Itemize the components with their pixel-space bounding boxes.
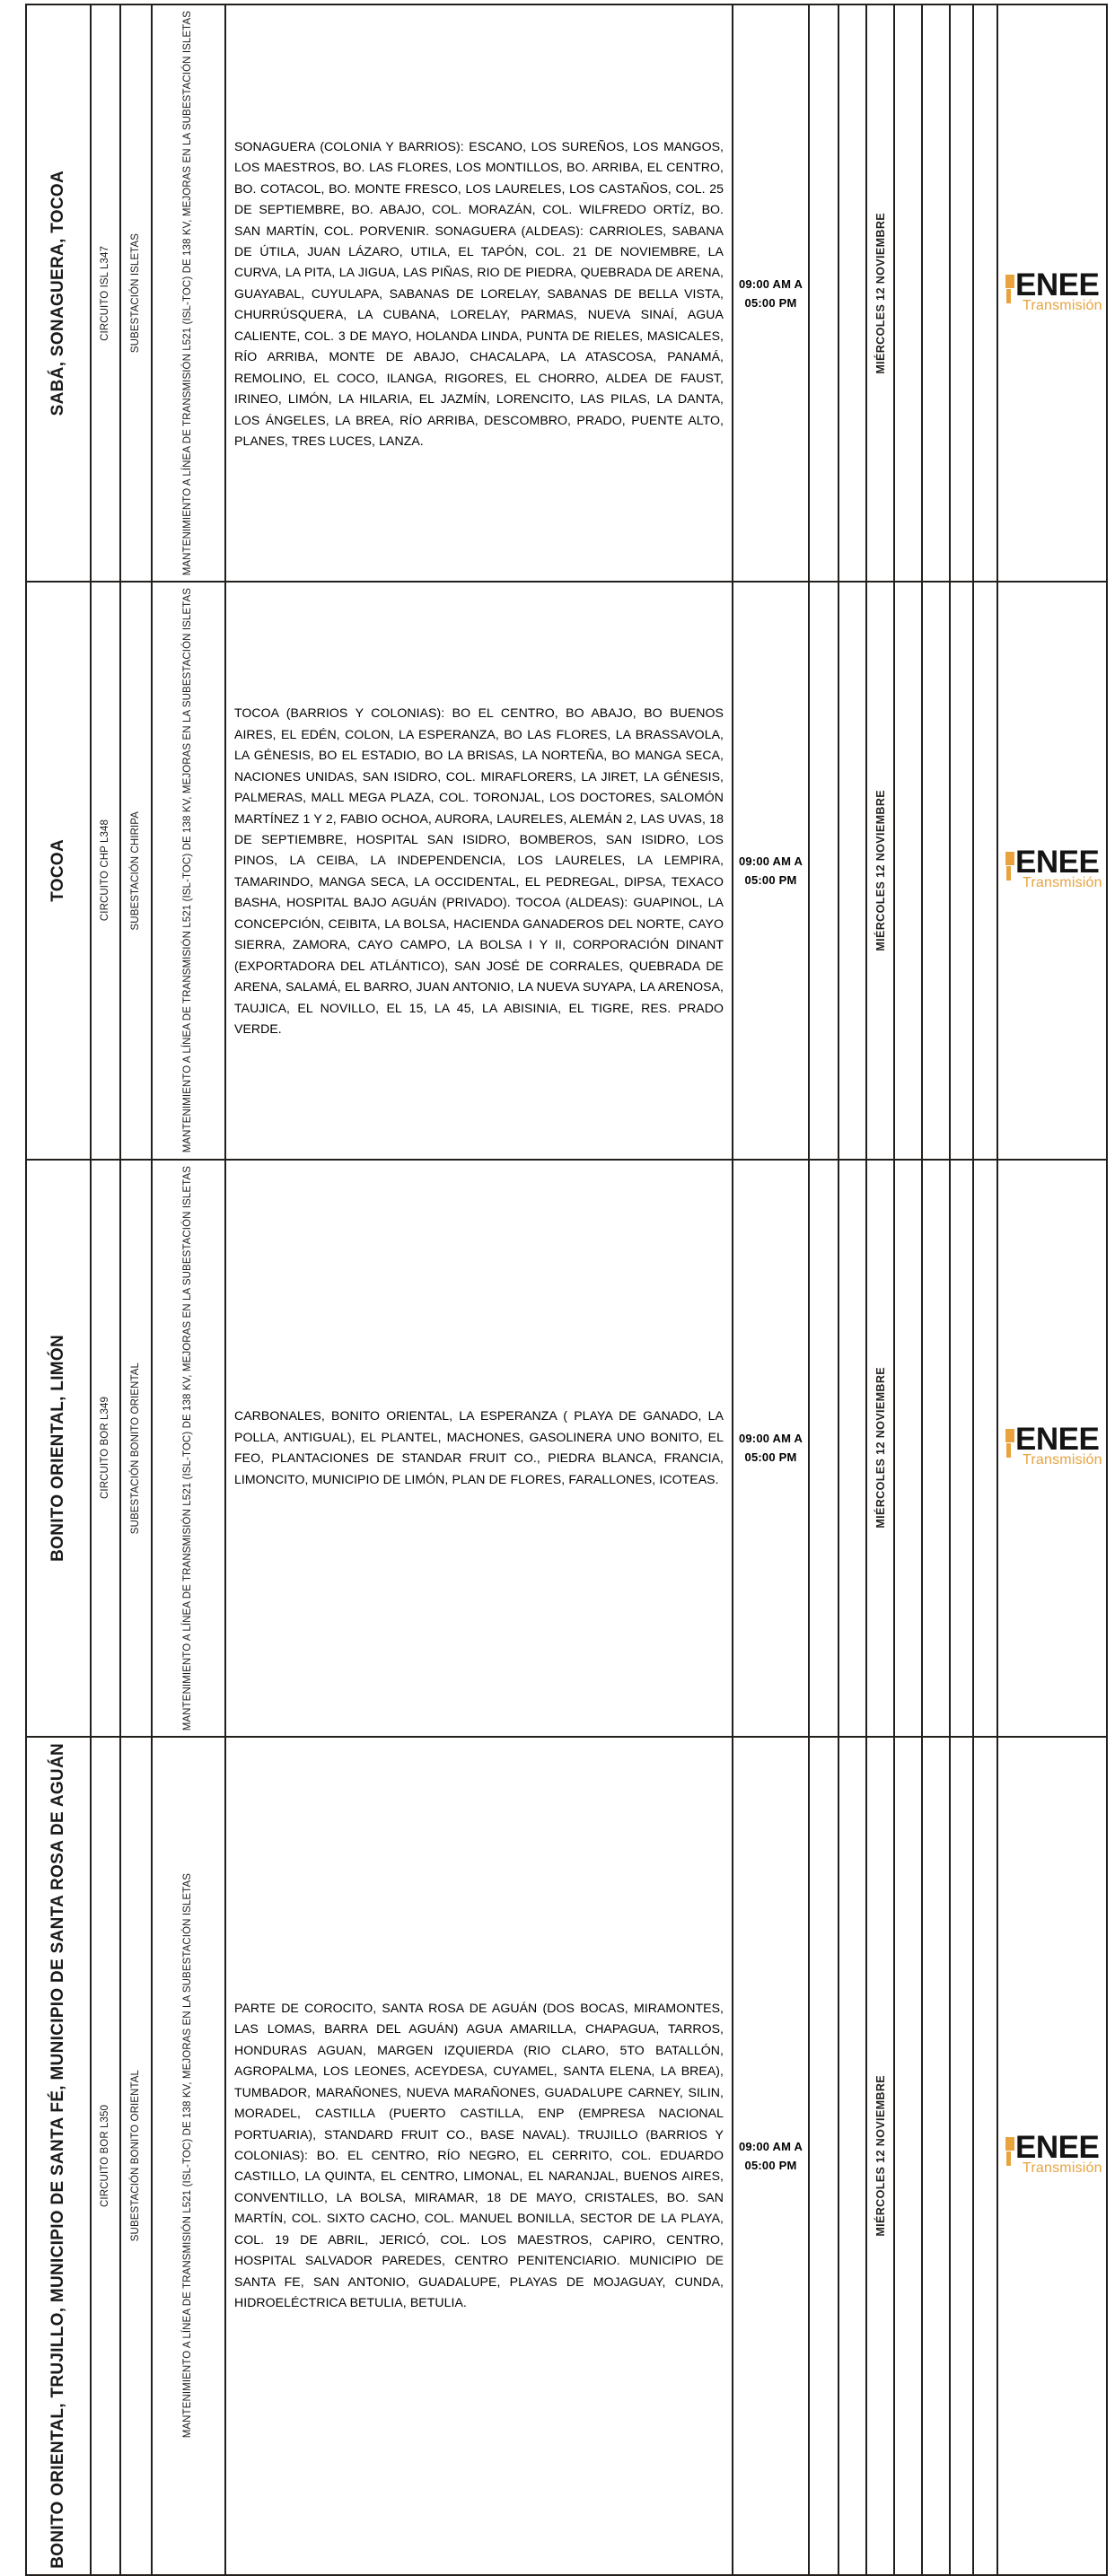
spacer-cell-1: [809, 4, 838, 582]
spacer-cell-6: [973, 1160, 997, 1737]
logo-cell: [997, 582, 1107, 1159]
spacer-cell-1: [809, 1160, 838, 1737]
affected-areas-text: PARTE DE COROCITO, SANTA ROSA DE AGUÁN (DOS BOCAS, MIRAMONTES, LAS LOMAS, BARRA DEL AGUÁN) AGUA AMARILLA, CHAPAGUA, TARROS, HONDURAS AGUAN, MARGEN IZQUIERDA (RIO CLARO, 5TO BATALLÓN, AGROPALMA, LOS LEONES, ACEYDESA, CUYAMEL, SANTA ELENA, LA BREA), TUMBADOR, MARAÑONES, NUEVA MARAÑONES, GUADALUPE CARNEY, SILIN, MORADEL, CASTILLA (PUERTO CASTILLA, ENP (EMPRESA NACIONAL PORTUARIA), STANDARD FRUIT CO., BASE NAVAL). TRUJILLO (BARRIOS Y COLONIAS): BO. EL CENTRO, RÍO NEGRO, EL CERRITO, COL. EDUARDO CASTILLO, LA QUINTA, EL CENTRO, LIMONAL, EL NARANJAL, BUENOS AIRES, CONVENTILLO, LA BOLSA, MIRAMAR, 18 DE MAYO, CRISTALES, BO. SAN MARTÍN, COL. SIXTO CACHO, COL. MANUEL BONILLA, SECTOR DE LA PLAYA, COL. 19 DE ABRIL, JERICÓ, COL. LOS MAESTROS, CAPIRO, CENTRO, HOSPITAL SALVADOR PAREDES, CENTRO PENITENCIARIO. MUNICIPIO DE SANTA FE, SAN ANTONIO, GUADALUPE, PLAYAS DE MOJAGUAY, CUNDA, HIDROELÉCTRICA BETULIA, BETULIA.: [234, 2000, 724, 2310]
date-label: MIÉRCOLES 12 NOVIEMBRE: [874, 790, 887, 951]
affected-areas-text: CARBONALES, BONITO ORIENTAL, LA ESPERANZA ( PLAYA DE GANADO, LA POLLA, ANTIGUAL), EL PLANTEL, MACHONES, GASOLINERA UNO BONITO, EL FEO, PLANTACIONES DE STANDAR FRUIT CO., PIEDRA BLANCA, FRANCIA, LIMONCITO, MUNICIPIO DE LIMÓN, PLAN DE FLORES, FARALLONES, ICOTEAS.: [234, 1408, 724, 1486]
affected-areas-text: SONAGUERA (COLONIA Y BARRIOS): ESCANO, LOS SUREÑOS, LOS MANGOS, LOS MAESTROS, BO. LAS FLORES, LOS MONTILLOS, BO. ARRIBA, EL CENTRO, BO. COTACOL, BO. MONTE FRESCO, LOS LAURELES, LOS CASTAÑOS, COL. 25 DE SEPTIEMBRE, BO. ABAJO, COL. MORAZÁN, COL. WILFREDO ORTÍZ, BO. SAN MARTÍN, COL. PORVENIR. SONAGUERA (ALDEAS): CARRIOLES, SABANA DE ÚTILA, JUAN LÁZARO, UTILA, EL TAPÓN, COL. 21 DE NOVIEMBRE, LA CURVA, LA PITA, LA JIGUA, LAS PIÑAS, RIO DE PIEDRA, QUEBRADA DE ARENA, GUAYABAL, CUYULAPA, SABANAS DE LORELAY, SABANAS DE BELLA VISTA, CHURRÚSQUERA, LA CUBANA, LORELAY, PARMAS, NUEVA SINAÍ, AGUA CALIENTE, COL. 3 DE MAYO, HOLANDA LINDA, PUNTA DE RIELES, MASICALES, RÍO ARRIBA, MONTE DE ABAJO, CHACALAPA, LA ATASCOSA, PANAMÁ, REMOLINO, EL COCO, ILANGA, RIGORES, EL CHORRO, ALDEA DE FAUST, IRINEO, LIMÓN, LA HILARIA, EL JAZMÍN, LORENCITO, LAS PILAS, LA DANTA, LOS ÁNGELES, LA BREA, RÍO ARRIBA, DESCOMBRO, PRADO, PUENTE ALTO, PLANES, TRES LUCES, LANZA.: [234, 138, 724, 449]
date-label: MIÉRCOLES 12 NOVIEMBRE: [874, 212, 887, 374]
spacer-cell-3: [894, 4, 922, 582]
time-range-cell: [733, 4, 809, 582]
spacer-cell-5: [950, 4, 973, 582]
spacer-cell-2: [838, 4, 866, 582]
affected-areas-cell: [225, 4, 733, 582]
time-range-cell: [733, 582, 809, 1159]
substation-label: SUBESTACIÓN BONITO ORIENTAL: [130, 1362, 142, 1534]
affected-areas-cell: [225, 1737, 733, 2575]
circuit-label: CIRCUITO ISL L347: [100, 245, 111, 341]
work-label: MANTENIMIENTO A LÍNEA DE TRANSMISIÓN L521 (ISL-TOC) DE 138 KV, MEJORAS EN LA SUBESTACIÓN ISLETAS: [182, 1165, 194, 1730]
spacer-cell-2: [838, 582, 866, 1159]
circuit-cell: [91, 1160, 120, 1737]
time-to: 05:00 PM: [744, 1450, 797, 1465]
substation-label: SUBESTACIÓN BONITO ORIENTAL: [130, 2070, 142, 2242]
spacer-cell-6: [973, 582, 997, 1159]
date-label: MIÉRCOLES 12 NOVIEMBRE: [874, 2074, 887, 2237]
spacer-cell-3: [894, 1160, 922, 1737]
affected-areas-cell: [225, 582, 733, 1159]
work-description-cell: [152, 4, 225, 582]
work-description-cell: [152, 1737, 225, 2575]
time-from: 09:00 AM A: [738, 1432, 803, 1446]
table-row: [26, 582, 1107, 1159]
enee-logo: [1005, 846, 1106, 895]
spacer-cell-1: [809, 1737, 838, 2575]
circuit-cell: [91, 1737, 120, 2575]
enee-wordmark: ENEE: [1015, 267, 1100, 302]
enee-tagline: Transmisión: [1023, 1452, 1102, 1468]
time-from: 09:00 AM A: [738, 276, 803, 291]
enee-tagline: Transmisión: [1023, 297, 1102, 313]
enee-mark-icon: [1005, 852, 1015, 881]
spacer-cell-5: [950, 1737, 973, 2575]
circuit-cell: [91, 4, 120, 582]
enee-mark-icon: [1005, 275, 1015, 303]
date-cell: [866, 582, 894, 1159]
logo-cell: [997, 1160, 1107, 1737]
date-cell: [866, 1737, 894, 2575]
circuit-cell: [91, 582, 120, 1159]
circuit-label: CIRCUITO BOR L349: [100, 1397, 111, 1500]
area-label: SABÁ, SONAGUERA, TOCOA: [48, 170, 68, 416]
logo-cell: [997, 1737, 1107, 2575]
substation-cell: [120, 4, 152, 582]
spacer-cell-5: [950, 1160, 973, 1737]
spacer-cell-5: [950, 582, 973, 1159]
table-row: [26, 4, 1107, 582]
spacer-cell-3: [894, 582, 922, 1159]
work-description-cell: [152, 582, 225, 1159]
work-description-cell: [152, 1160, 225, 1737]
substation-cell: [120, 1737, 152, 2575]
time-to: 05:00 PM: [744, 295, 797, 310]
time-from: 09:00 AM A: [738, 2139, 803, 2153]
time-from: 09:00 AM A: [738, 854, 803, 868]
spacer-cell-6: [973, 1737, 997, 2575]
spacer-cell-6: [973, 4, 997, 582]
area-label: TOCOA: [48, 839, 68, 902]
enee-tagline: Transmisión: [1023, 874, 1102, 890]
enee-logo: [1005, 2129, 1106, 2180]
enee-mark-icon: [1005, 2137, 1015, 2166]
circuit-label: CIRCUITO CHP L348: [100, 819, 111, 922]
substation-label: SUBESTACIÓN CHIRIPA: [130, 810, 142, 931]
date-label: MIÉRCOLES 12 NOVIEMBRE: [874, 1367, 887, 1529]
spacer-cell-4: [922, 1737, 950, 2575]
area-cell: [26, 1737, 91, 2575]
area-label: BONITO ORIENTAL, TRUJILLO, MUNICIPIO DE SANTA FÉ, MUNICIPIO DE SANTA ROSA DE AGUÁN: [48, 1742, 68, 2569]
enee-mark-icon: [1005, 1429, 1015, 1458]
spacer-cell-1: [809, 582, 838, 1159]
enee-wordmark: ENEE: [1015, 2129, 1100, 2165]
work-label: MANTENIMIENTO A LÍNEA DE TRANSMISIÓN L521 (ISL-TOC) DE 138 KV, MEJORAS EN LA SUBESTACIÓN ISLETAS: [182, 588, 194, 1153]
affected-areas-cell: [225, 1160, 733, 1737]
spacer-cell-2: [838, 1160, 866, 1737]
enee-wordmark: ENEE: [1015, 844, 1100, 880]
work-label: MANTENIMIENTO A LÍNEA DE TRANSMISIÓN L521 (ISL-TOC) DE 138 KV, MEJORAS EN LA SUBESTACIÓN ISLETAS: [182, 1873, 194, 2439]
spacer-cell-3: [894, 1737, 922, 2575]
spacer-cell-4: [922, 4, 950, 582]
time-to: 05:00 PM: [744, 2158, 797, 2172]
time-range-cell: [733, 1737, 809, 2575]
interruption-schedule-table: [25, 4, 1108, 2576]
substation-cell: [120, 582, 152, 1159]
enee-logo: [1005, 269, 1106, 318]
area-cell: [26, 1160, 91, 1737]
spacer-cell-4: [922, 1160, 950, 1737]
area-cell: [26, 4, 91, 582]
table-row: [26, 1160, 1107, 1737]
date-cell: [866, 1160, 894, 1737]
enee-tagline: Transmisión: [1023, 2160, 1102, 2176]
time-range-cell: [733, 1160, 809, 1737]
spacer-cell-2: [838, 1737, 866, 2575]
spacer-cell-4: [922, 582, 950, 1159]
enee-wordmark: ENEE: [1015, 1422, 1100, 1458]
work-label: MANTENIMIENTO A LÍNEA DE TRANSMISIÓN L521 (ISL-TOC) DE 138 KV, MEJORAS EN LA SUBESTACIÓN ISLETAS: [182, 11, 194, 576]
substation-label: SUBESTACIÓN ISLETAS: [130, 233, 142, 354]
affected-areas-text: TOCOA (BARRIOS Y COLONIAS): BO EL CENTRO, BO ABAJO, BO BUENOS AIRES, EL EDÉN, COLON, LA ESPERANZA, BO LAS FLORES, LA BRASSAVOLA, LA GÉNESIS, BO EL ESTADIO, BO LA BRISAS, LA NORTEÑA, BO MANGA SECA, NACIONES UNIDAS, SAN ISIDRO, COL. MIRAFLORERS, LA JIRET, LA GÉNESIS, PALMERAS, MALL MEGA PLAZA, COL. TORONJAL, LOS DOCTORES, SALOMÓN MARTÍNEZ 1 Y 2, FABIO OCHOA, AURORA, LAURELES, ALEMÁN 2, LAS UVAS, 18 DE SEPTIEMBRE, HOSPITAL SAN ISIDRO, BOMBEROS, SAN ISIDRO, LOS PINOS, LA CEIBA, LA INDEPENDENCIA, LOS LAURELES, LA LEMPIRA, TAMARINDO, MANGA SECA, LA OCCIDENTAL, EL PEDREGAL, DIPSA, TEXACO BASHA, HOSPITAL BAJO AGUÁN (PRIVADO). TOCOA (ALDEAS): GUAPINOL, LA CONCEPCIÓN, CEIBITA, LA BOLSA, HACIENDA GANADEROS DEL NORTE, CAYO SIERRA, ZAMORA, CAYO CAMPO, LA BOLSA I Y II, CORPORACIÓN DINANT (EXPORTADORA DEL ATLÁNTICO), SAN JOSÉ DE CORRALES, QUEBRADA DE ARENA, SALAMÁ, EL BARRO, JUAN ANTONIO, LA NUEVA SUYAPA, LA ARENOSA, TAUJICA, EL NOVILLO, EL 15, LA 45, LA ABISINIA, EL TIGRE, RES. PRADO VERDE.: [234, 705, 724, 1037]
circuit-label: CIRCUITO BOR L350: [100, 2104, 111, 2207]
area-cell: [26, 582, 91, 1159]
substation-cell: [120, 1160, 152, 1737]
date-cell: [866, 4, 894, 582]
area-label: BONITO ORIENTAL, LIMÓN: [48, 1334, 68, 1562]
table-row: [26, 1737, 1107, 2575]
logo-cell: [997, 4, 1107, 582]
time-to: 05:00 PM: [744, 872, 797, 887]
enee-logo: [1005, 1424, 1106, 1472]
